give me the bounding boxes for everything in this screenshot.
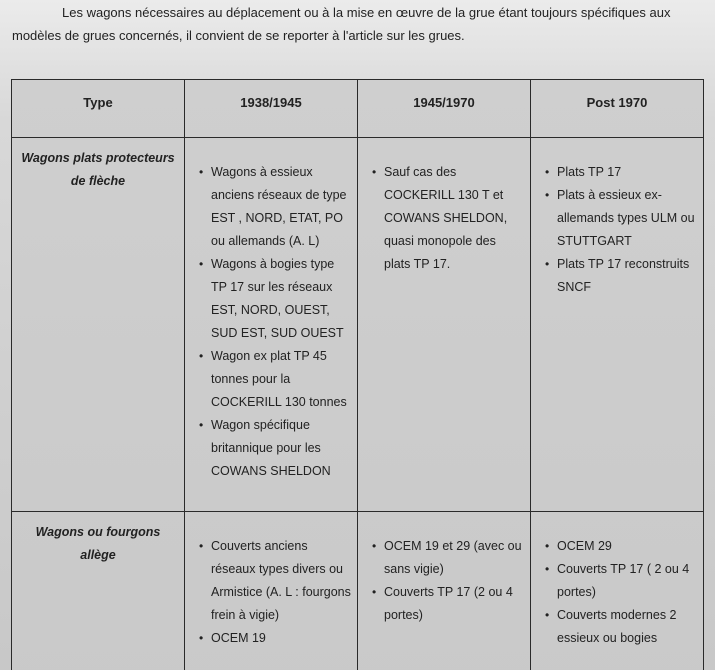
header-cell-post-1970 [531, 80, 704, 138]
list-item-text: Plats à essieux ex-allemands types ULM ou STUTTGART [557, 188, 695, 248]
bullet: • [199, 418, 204, 432]
list-item-text: Plats TP 17 [557, 165, 622, 179]
crane-wagons-table [11, 79, 704, 670]
row-label-wagons-plats: Wagons plats protecteurs de flèche [12, 138, 185, 512]
list-item-text: Couverts anciens réseaux types divers ou Armistice (A. L : fourgons frein à vigie) [211, 539, 351, 622]
intro-paragraph: Les wagons nécessaires au déplacement ou à la mise en œuvre de la grue étant toujours spécifiques aux modèles de grues concernés, il convient de se reporter à l'article sur les grues. [12, 5, 671, 43]
table-cell [185, 138, 358, 512]
list-item-text: OCEM 19 [211, 631, 266, 645]
list-item [545, 253, 697, 299]
table-cell [531, 512, 704, 670]
list-item [545, 558, 697, 604]
list-item [545, 184, 697, 253]
bullet: • [545, 165, 550, 179]
list-item-text: Wagons à essieux anciens réseaux de type EST , NORD, ETAT, PO ou allemands (A. L) [211, 165, 347, 248]
row-label-wagons-allege: Wagons ou fourgons allège [12, 512, 185, 670]
list-item [199, 161, 351, 253]
list-item-text: Couverts modernes 2 essieux ou bogies [557, 608, 677, 645]
list-item-text: Wagons à bogies type TP 17 sur les réseaux EST, NORD, OUEST, SUD EST, SUD OUEST [211, 257, 344, 340]
cell-list [185, 512, 357, 662]
bullet: • [199, 257, 204, 271]
cell-list [358, 138, 530, 288]
list-item-text: Wagon ex plat TP 45 tonnes pour la COCKERILL 130 tonnes [211, 349, 347, 409]
list-item-text: Couverts TP 17 (2 ou 4 portes) [384, 585, 513, 622]
header-label: 1945/1970 [413, 95, 475, 110]
cell-list [531, 138, 703, 311]
list-item [545, 161, 697, 184]
table-cell [185, 512, 358, 670]
header-label: Post 1970 [586, 95, 648, 110]
bullet: • [545, 257, 550, 271]
bullet: • [372, 585, 377, 599]
list-item [199, 627, 351, 650]
table-row [12, 512, 704, 670]
table-cell [358, 138, 531, 512]
table-header-row [12, 80, 704, 138]
bullet: • [545, 608, 550, 622]
list-item-text: Wagon spécifique britannique pour les COWANS SHELDON [211, 418, 331, 478]
list-item [199, 345, 351, 414]
bullet: • [372, 539, 377, 553]
header-label: Type [83, 95, 113, 110]
table-row [12, 138, 704, 512]
header-cell-1938-1945 [185, 80, 358, 138]
table-cell [358, 512, 531, 670]
header-cell-type [12, 80, 185, 138]
bullet: • [545, 562, 550, 576]
list-item [199, 414, 351, 483]
list-item-text: Plats TP 17 reconstruits SNCF [557, 257, 690, 294]
bullet: • [199, 631, 204, 645]
list-item [545, 535, 697, 558]
list-item [372, 161, 524, 276]
list-item [372, 581, 524, 627]
bullet: • [545, 539, 550, 553]
table-cell [531, 138, 704, 512]
cell-list [185, 138, 357, 495]
list-item [372, 535, 524, 581]
list-item-text: OCEM 29 [557, 539, 612, 553]
list-item-text: Sauf cas des COCKERILL 130 T et COWANS SHELDON, quasi monopole des plats TP 17. [384, 165, 508, 271]
list-item [545, 604, 697, 650]
bullet: • [199, 165, 204, 179]
bullet: • [372, 165, 377, 179]
bullet: • [199, 349, 204, 363]
header-cell-1945-1970 [358, 80, 531, 138]
cell-list [358, 512, 530, 639]
cell-list [531, 512, 703, 662]
bullet: • [199, 539, 204, 553]
list-item [199, 535, 351, 627]
header-label: 1938/1945 [240, 95, 302, 110]
list-item-text: OCEM 19 et 29 (avec ou sans vigie) [384, 539, 522, 576]
list-item-text: Couverts TP 17 ( 2 ou 4 portes) [557, 562, 690, 599]
bullet: • [545, 188, 550, 202]
list-item [199, 253, 351, 345]
